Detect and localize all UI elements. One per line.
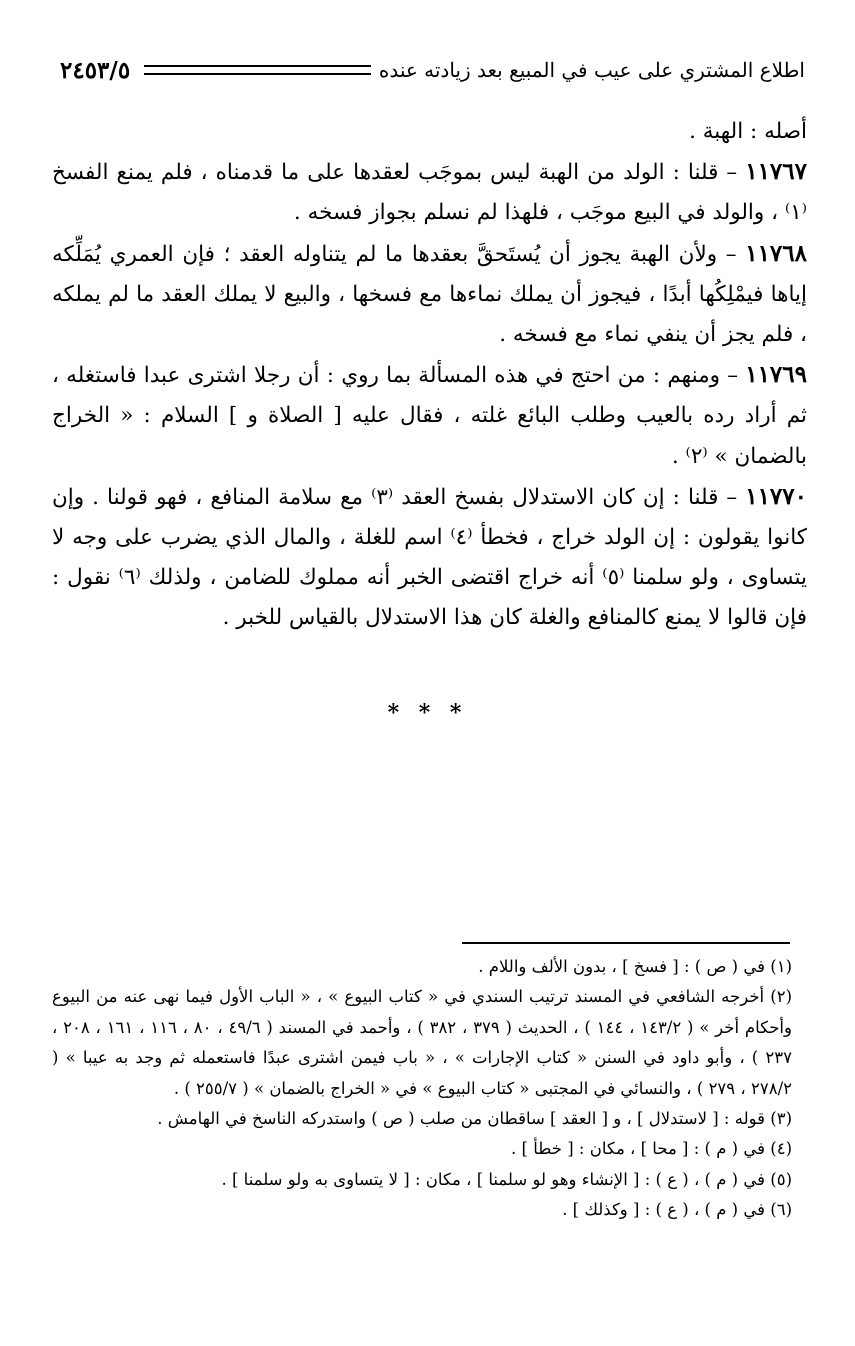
running-header <box>60 50 805 90</box>
paragraph-number: ١١٧٧٠ <box>745 482 807 510</box>
footnote-2: (٢) أخرجه الشافعي في المسند ترتيب السندي في « كتاب البيوع » ، « الباب الأول فيما نهى عنه من البيوع وأحكام أخر » ( ١٤٣/٢ ، ١٤٤ ) ، الحديث ( ٣٧٩ ، ٣٨٢ ) ، وأحمد في المسند ( ٤٩/٦ ، ٨٠ ، ١١٦ ، ١٦١ ، ٢٠٨ ، ٢٣٧ ) ، وأبو داود في السنن « كتاب الإجارات » ، « باب فيمن اشترى عبدًا فاستعمله ثم وجد به عيبا » ( ٢٧٨/٢ ، ٢٧٩ ) ، والنسائي في المجتبى « كتاب البيوع » في « الخراج بالضمان » ( ٢٥٥/٧ ) . <box>52 987 792 1098</box>
header-rule <box>144 65 371 75</box>
paragraph-text: – قلنا : إن كان الاستدلال بفسخ العقد ⁽٣⁾ مع سلامة المنافع ، فهو قولنا . وإن كانوا يقولون : إن الولد خراج ، فخطأ ⁽٤⁾ اسم للغلة ، والمال الذي يضرب على وجه لا يتساوى ، ولو سلمنا ⁽٥⁾ أنه خراج اقتضى الخبر أنه مملوك للضامن ، ولذلك ⁽٦⁾ نقول : فإن قالوا لا يمنع كالمنافع والغلة كان هذا الاستدلال بالقياس للخبر . <box>52 484 808 631</box>
paragraph-11770 <box>52 477 807 639</box>
paragraph-11769 <box>52 355 807 477</box>
footnote-rule <box>462 942 790 944</box>
paragraph-text: – قلنا : الولد من الهبة ليس بموجَب لعقدها على ما قدمناه ، فلم يمنع الفسخ ⁽١⁾ ، والولد في البيع موجَب ، فلهذا لم نسلم بجواز فسخه . <box>52 160 807 226</box>
footnote-5: (٥) في ( م ) ، ( ع ) : [ الإنشاء وهو لو سلمنا ] ، مكان : [ لا يتساوى به ولو سلمنا ] . <box>221 1169 792 1189</box>
footnote-6: (٦) في ( م ) ، ( ع ) : [ وكذلك ] . <box>562 1200 792 1220</box>
footnote-1: (١) في ( ص ) : [ فسخ ] ، بدون الألف واللام . <box>478 957 792 976</box>
paragraph-number: ١١٧٦٨ <box>745 239 807 267</box>
paragraph-number: ١١٧٦٧ <box>745 158 807 186</box>
footnote-3: (٣) قوله : [ لاستدلال ] ، و [ العقد ] ساقطان من صلب ( ص ) واستدركه الناسخ في الهامش . <box>157 1109 792 1129</box>
page-number: ٢٤٥٣/٥ <box>60 56 131 84</box>
footnotes <box>52 952 792 1226</box>
paragraph-11768 <box>52 234 807 356</box>
header-title: اطلاع المشتري على عيب في المبيع بعد زيادته عنده <box>378 58 805 82</box>
paragraph-text: – ومنهم : من احتج في هذه المسألة بما روي : أن رجلا اشترى عبدا فاستغله ، ثم أراد رده بالعيب وطلب البائع غلته ، فقال عليه [ الصلاة و ] السلام : « الخراج بالضمان » ⁽٢⁾ . <box>52 363 808 469</box>
section-separator: * * * <box>387 700 468 726</box>
paragraph-number: ١١٧٦٩ <box>745 361 807 389</box>
paragraph-11767 <box>52 152 807 233</box>
main-text <box>52 112 807 639</box>
intro-line: أصله : الهبة . <box>689 119 807 144</box>
footnote-4: (٤) في ( م ) : [ محا ] ، مكان : [ خطأ ] . <box>511 1139 792 1159</box>
paragraph-text: – ولأن الهبة يجوز أن يُستَحقَّ بعقدها ما لم يتناوله العقد ؛ فإن العمري يُمَلِّكه إياها فيمْلِكُها أبدًا ، فيجوز أن يملك نماءها مع فسخها ، والبيع لا يملك العقد ما لم يملكه ، فلم يجز أن ينفي نماء مع فسخه . <box>52 241 807 348</box>
